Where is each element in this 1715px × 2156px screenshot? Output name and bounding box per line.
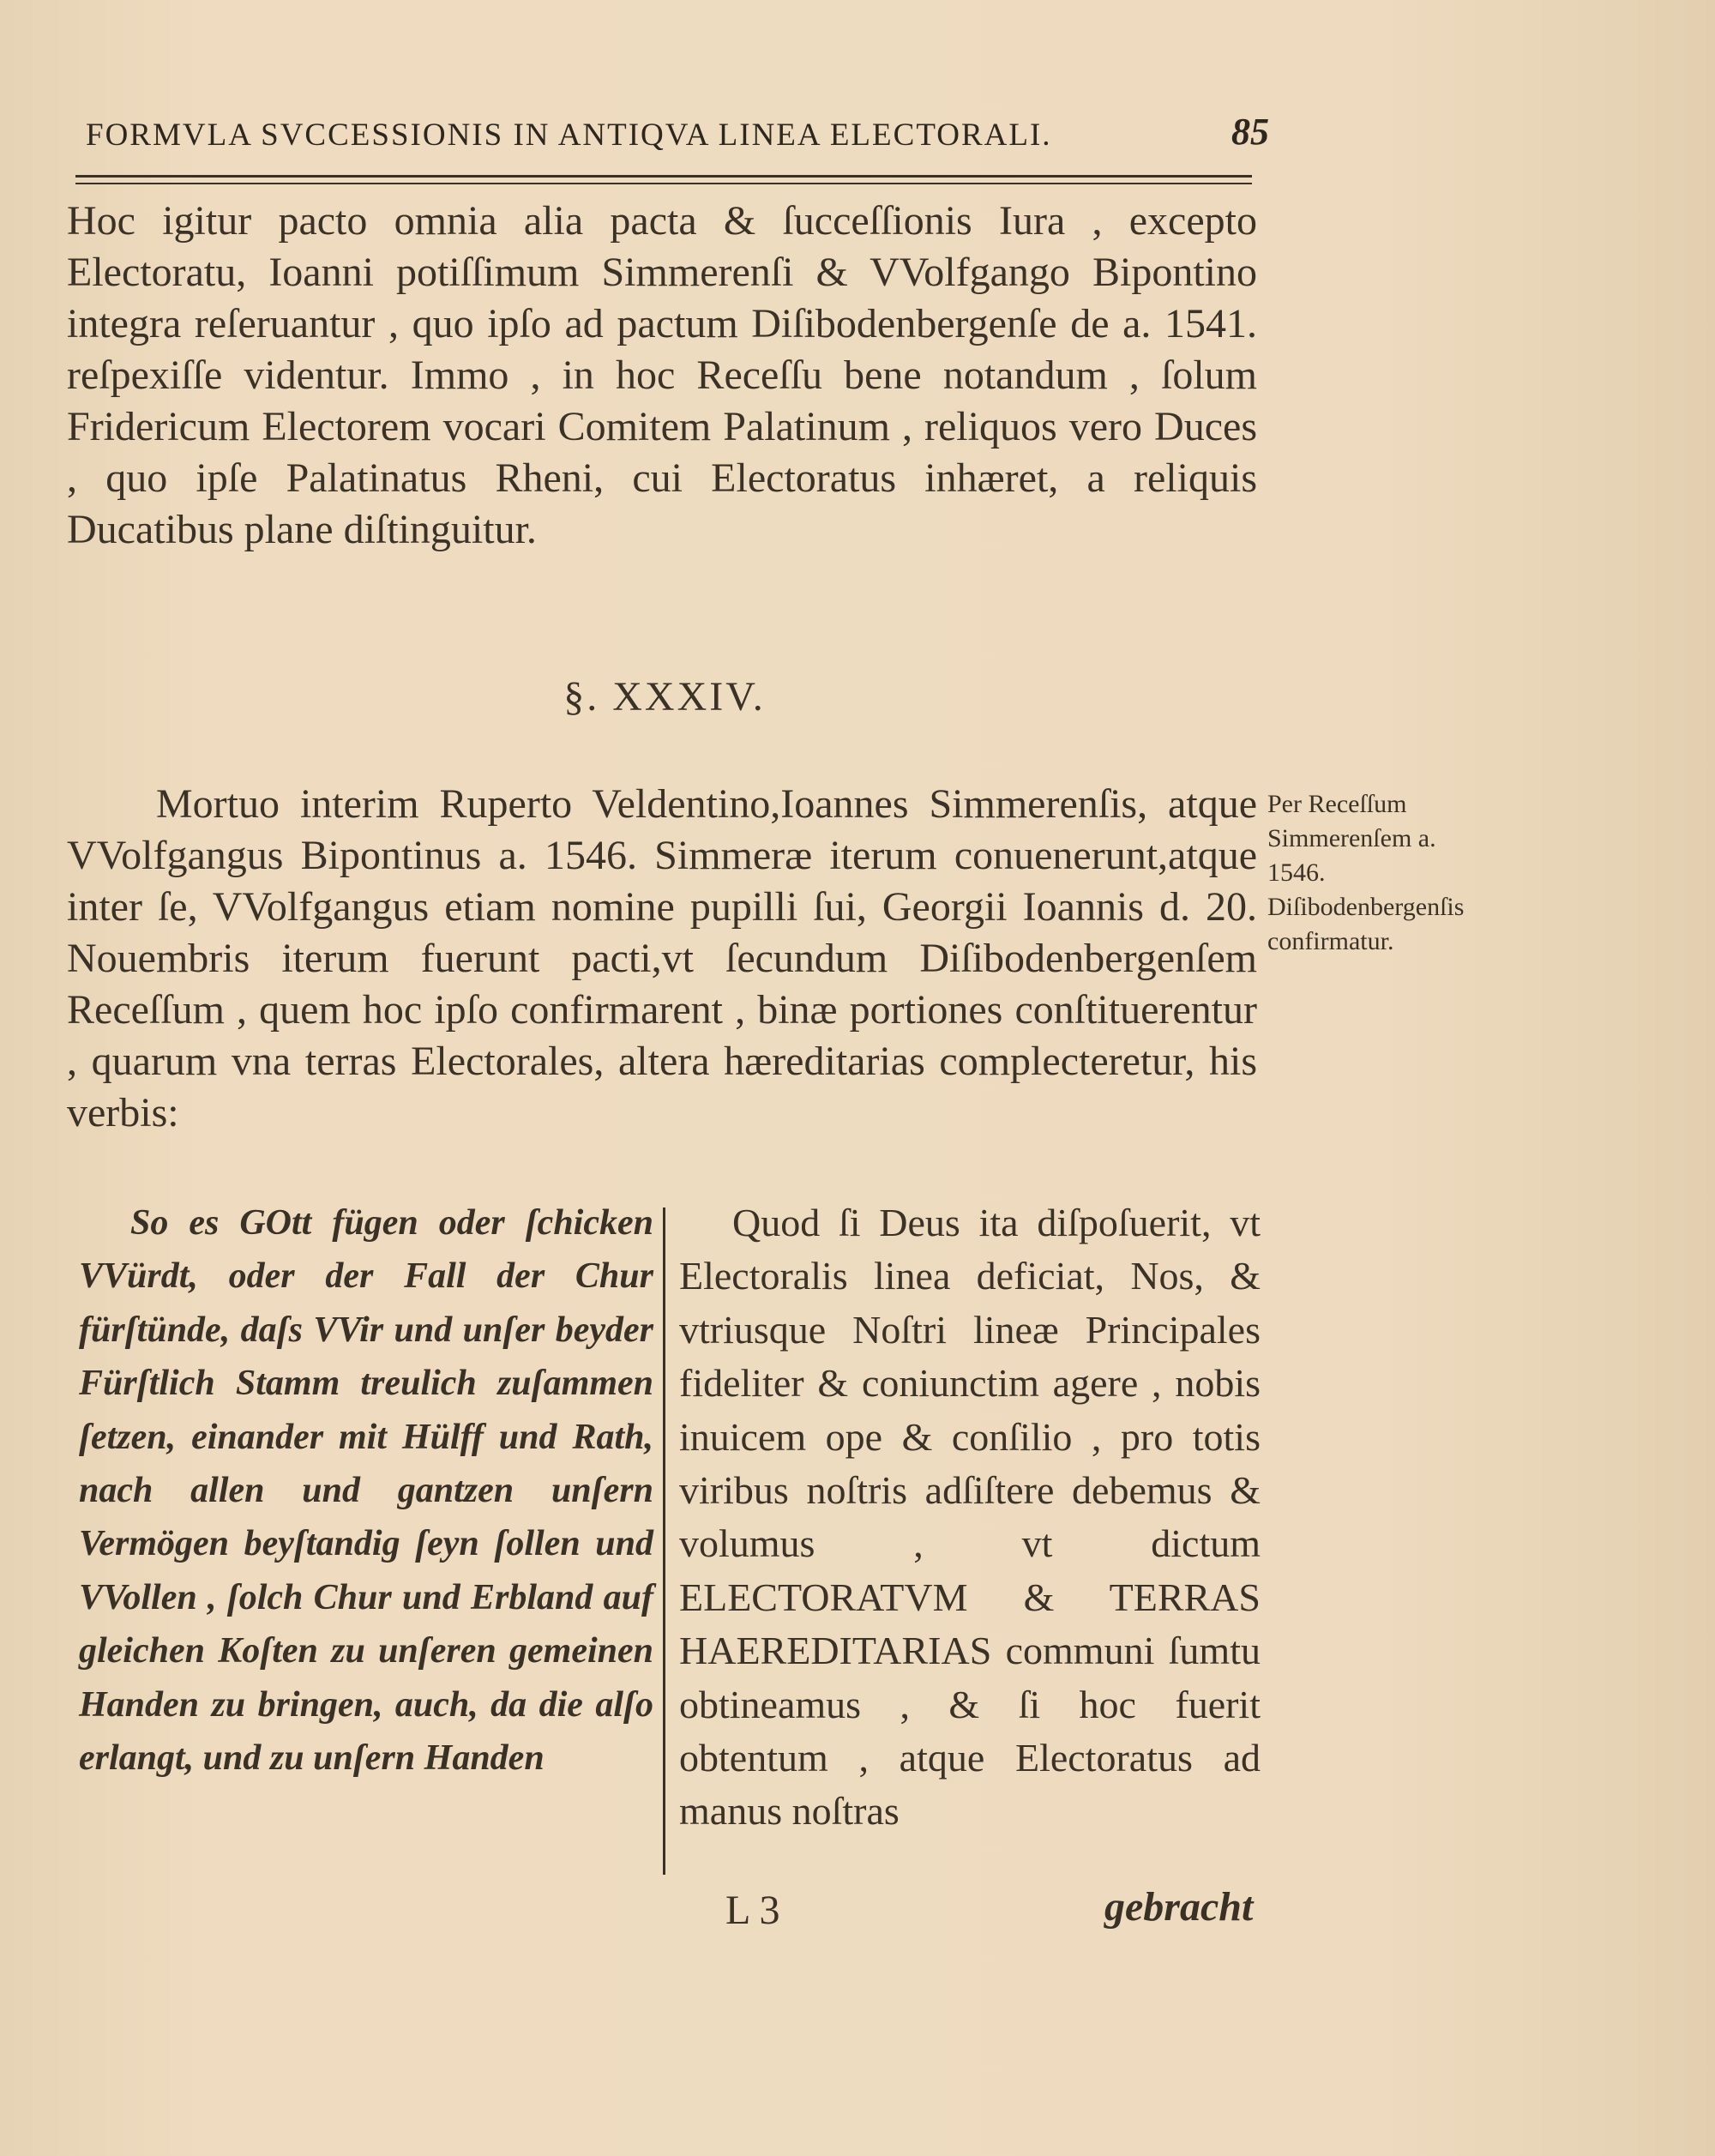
column-divider: [663, 1207, 665, 1875]
page-number: 85: [1231, 111, 1269, 153]
margin-note: Per Receſſum Simmerenſem a. 1546. Diſibodenbergenſis confirmatur.: [1267, 790, 1465, 955]
running-head: [86, 110, 1269, 161]
signature-mark: L 3: [725, 1888, 780, 1933]
running-head-title: FORMVLA SVCCESSIONIS IN ANTIQVA LINEA ELECTORALI.: [86, 117, 1052, 153]
catchword: gebracht: [1104, 1884, 1254, 1930]
section-heading: §. XXXIV.: [563, 674, 766, 720]
paragraph-1: Hoc igitur pacto omnia alia pacta & ſucceſſionis Iura , excepto Electoratu, Ioanni potiſſimum Simmerenſi & VVolfgango Bipontino integra reſeruantur , quo ipſo ad pactum Diſibodenbergenſe de a. 1541. reſpexiſſe videntur. Immo , in hoc Receſſu bene notandum , ſolum Fridericum Electorem vocari Comitem Palatinum , reliquos vero Duces , quo ipſe Palatinatus Rheni, cui Electoratus inhæret, a reliquis Ducatibus plane diſtinguitur.: [67, 198, 1257, 552]
german-column: So es GOtt fügen oder ſchicken VVürdt, oder der Fall der Chur fürſtünde, daſs VVir und unſer beyder Fürſtlich Stamm treulich zuſammen ſetzen, einander mit Hülff und Rath, nach allen und gantzen unſern Vermögen beyſtandig ſeyn ſollen und VVollen , ſolch Chur und Erbland auf gleichen Koſten zu unſeren gemeinen Handen zu bringen, auch, da die alſo erlangt, und zu unſern Handen: [79, 1203, 653, 1779]
header-rule: [75, 175, 1252, 184]
paragraph-2: Mortuo interim Ruperto Veldentino,Ioannes Simmerenſis, atque VVolfgangus Bipontinus a. 1546. Simmeræ iterum conuenerunt,atque inter ſe, VVolfgangus etiam nomine pupilli ſui, Georgii Ioannis d. 20. Nouembris iterum fuerunt pacti,vt ſecundum Diſibodenbergenſem Receſſum , quem hoc ipſo confirmarent , binæ portiones conſtituerentur , quarum vna terras Electorales, altera hæreditarias complecteretur, his verbis:: [67, 781, 1257, 1135]
latin-column: Quod ſi Deus ita diſpoſuerit, vt Electoralis linea deficiat, Nos, & vtriusque Noſtri lineæ Principales fideliter & coniunctim agere , nobis inuicem ope & conſilio , pro totis viribus noſtris adſiſtere debemus & volumus , vt dictum ELECTORATVM & TERRAS HAEREDITARIAS communi ſumtu obtineamus , & ſi hoc fuerit obtentum , atque Electoratus ad manus noſtras: [679, 1201, 1261, 1834]
